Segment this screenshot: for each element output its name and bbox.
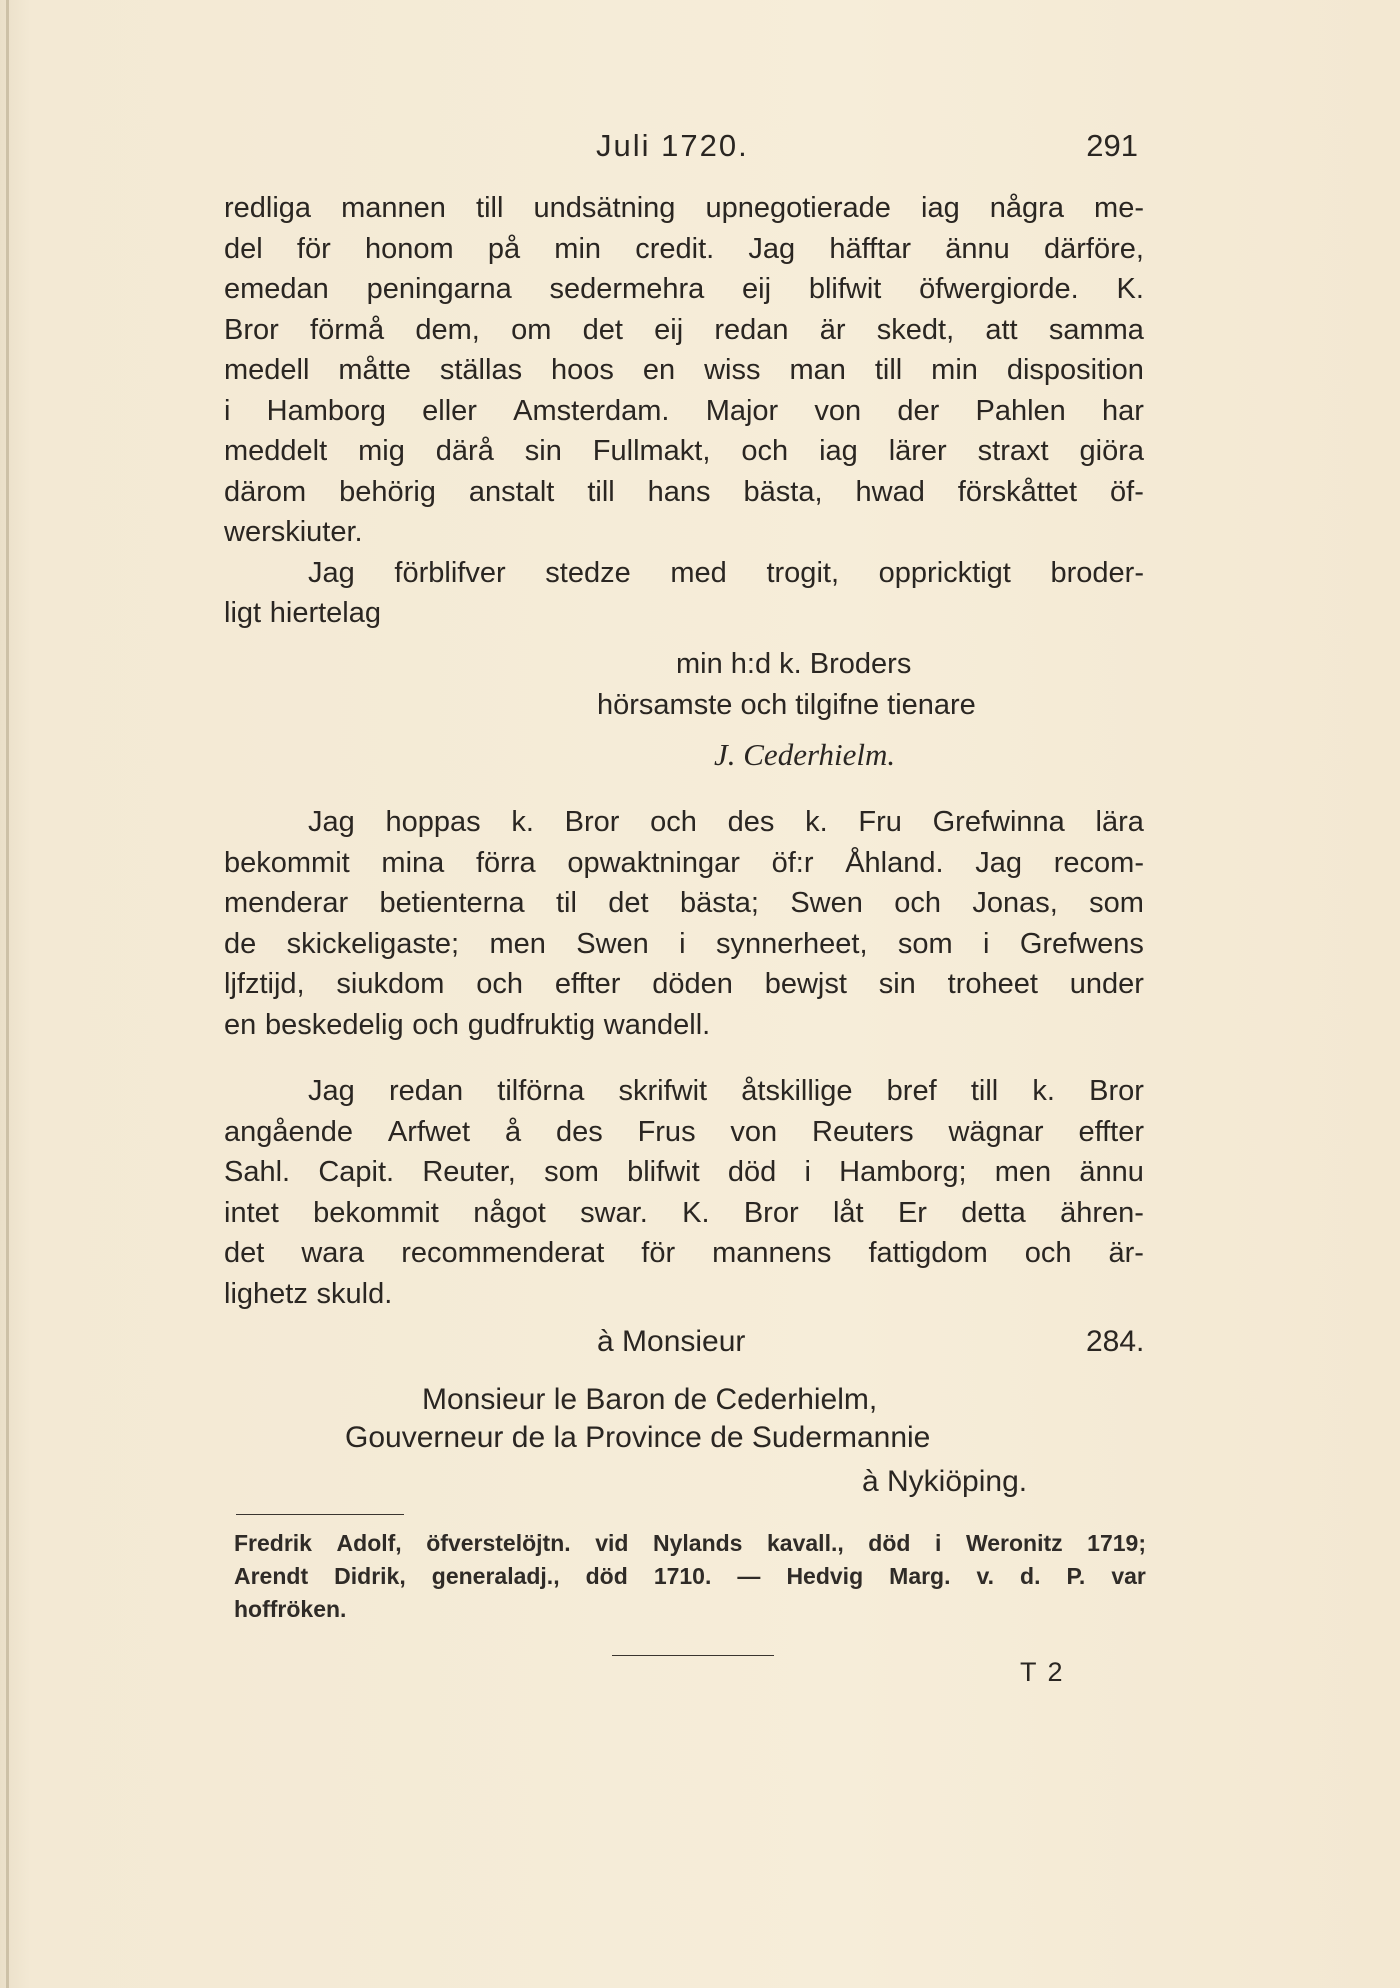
word: och [741,435,789,467]
word: K. [682,1196,710,1229]
word: döden [652,968,733,1000]
word: mannens [712,1237,832,1269]
word: angående [224,1115,354,1148]
word: wara [301,1237,365,1269]
word: sedermehra [549,273,705,305]
text-line [224,1193,1144,1234]
word: Bror [1089,1075,1144,1107]
text-line [224,1152,1144,1193]
word: der [897,394,940,427]
word: blifwit [808,273,882,305]
word: disposition [1006,354,1144,386]
word: wandell. [603,1008,711,1041]
word: låt [832,1196,864,1229]
word: lära [1095,806,1144,838]
word: ähren- [1060,1196,1144,1229]
word: werskiuter. [224,516,363,548]
word: Grefwinna [932,806,1065,838]
word: hoppas [385,806,481,838]
address-salutation: à Monsieur [597,1325,746,1358]
word: en [642,354,676,386]
word: synnerheet, [715,927,868,960]
text-line [224,512,1144,553]
footnote [234,1527,1146,1626]
word: öf- [1110,475,1144,508]
word: några [989,192,1064,224]
word: swar. [580,1196,648,1229]
word: undsätning [533,192,676,224]
word: till [970,1075,999,1107]
word: von [730,1115,778,1148]
word: eij [654,313,684,346]
word: men [489,927,546,960]
word: des [727,806,775,838]
word: i [935,1530,942,1556]
text-line [224,472,1144,513]
word: redan [714,313,789,346]
word: vid [595,1530,629,1556]
footnote-line [234,1527,1146,1560]
text-line [224,883,1144,924]
word: och [650,806,697,838]
word: blifwit [627,1156,700,1188]
word: det [224,1237,265,1269]
word: till [587,475,615,508]
word: iag [921,192,960,224]
word: straxt [977,435,1049,467]
word: k. [805,806,828,838]
word: hans [647,475,711,508]
word: skrifwit [618,1075,708,1107]
letter-body [224,188,1144,634]
word: del [224,232,263,265]
word: wiss [704,354,761,386]
running-title: Juli 1720. [596,128,749,163]
word: dem, [415,313,480,346]
text-line [224,924,1144,965]
word: å [504,1115,522,1148]
word: til [555,887,577,919]
footnote-line [234,1593,1146,1626]
text-line [224,1071,1144,1112]
word: med [670,556,727,589]
text-line [224,431,1144,472]
word: intet [224,1196,279,1229]
word: och [894,887,941,919]
word: Pahlen [975,394,1066,427]
word: peningarna [366,273,512,305]
word: till [476,192,504,224]
word: bekommit [313,1196,439,1229]
word: åtskillige [741,1075,853,1107]
word: opwaktningar [567,846,740,879]
word: hoffröken. [234,1596,347,1622]
word: Jag [308,806,355,838]
text-line [224,188,1144,229]
word: Didrik, [334,1563,406,1589]
word: Reuter, [422,1156,516,1188]
word: Fru [858,806,902,838]
word: ännu [945,232,1010,265]
word: Nylands [652,1530,743,1556]
word: ännu [1079,1156,1144,1188]
word: betienterna [379,887,525,919]
word: Grefwens [1019,927,1144,960]
word: kavall., [767,1530,844,1556]
word: Bror [743,1196,799,1229]
word: skickeligaste; [286,927,460,960]
word: meddelt [224,435,328,467]
word: k. [1032,1075,1055,1107]
word: Åhland. [845,846,944,879]
printer-signature-mark: T 2 [1020,1657,1065,1687]
word: på [487,232,521,265]
word: broder- [1050,556,1144,589]
word: ljfztijd, [224,968,305,1000]
word: skedt, [876,313,955,346]
text-line [224,391,1144,432]
word: därom [224,475,307,508]
word: siukdom [336,968,445,1000]
word: och [1024,1237,1072,1269]
word: Bror [224,313,279,346]
word: som [544,1156,599,1188]
word: d. [1020,1563,1041,1589]
word: mig [358,435,405,467]
word: redan [388,1075,464,1107]
word: oppricktigt [878,556,1011,589]
word: under [1069,968,1144,1000]
word: mina [381,846,445,879]
word: upnegotierade [705,192,891,224]
word: giöra [1079,435,1144,467]
word: bekommit [224,846,350,879]
signature-name: J. Cederhielm. [714,737,896,772]
word: behörig [339,475,436,508]
word: beskedelig [264,1008,404,1041]
word: effter [1078,1115,1144,1148]
word: tilförna [497,1075,585,1107]
word: — [737,1563,761,1589]
word: en [224,1008,257,1041]
address-title: Gouverneur de la Province de Sudermannie [345,1421,931,1454]
text-line [224,350,1144,391]
word: förra [476,846,536,879]
text-line [224,843,1144,884]
word: k. [511,806,534,838]
letter-number: 284. [1086,1325,1145,1358]
word: min [554,232,602,265]
paragraph-main [224,188,1144,553]
text-line [224,553,1144,594]
footnote-line [234,1560,1146,1593]
word: emedan [224,273,329,305]
word: fattigdom [868,1237,988,1269]
word: wägnar [948,1115,1044,1148]
word: Marg. [889,1563,951,1589]
word: effter [554,968,621,1000]
word: förskåttet [957,475,1078,508]
word: skuld. [316,1277,393,1310]
word: som [897,927,953,960]
word: stedze [545,556,631,589]
word: detta [961,1196,1026,1229]
word: Reuters [812,1115,914,1148]
word: är- [1108,1237,1144,1269]
word: som [1089,887,1144,919]
word: hoos [551,354,614,386]
word: bästa; [679,887,759,919]
word: därföre, [1044,232,1144,265]
word: det [608,887,649,919]
word: lärer [888,435,947,467]
word: Amsterdam. [513,394,670,427]
word: Er [897,1196,927,1229]
word: Major [705,394,779,427]
word: menderar [224,887,349,919]
word: bewjst [764,968,847,1000]
word: Bror [564,806,620,838]
word: Jag [975,846,1023,879]
word: v. [976,1563,995,1589]
word: K. [1116,273,1144,305]
word: P. [1066,1563,1086,1589]
word: troheet [947,968,1038,1000]
word: min [931,354,978,386]
word: Fullmakt, [592,435,711,467]
text-line [224,964,1144,1005]
word: Arfwet [387,1115,471,1148]
word: i [679,927,686,960]
word: me- [1094,192,1144,224]
word: död [727,1156,777,1188]
word: för [296,232,331,265]
word: något [473,1196,546,1229]
word: credit. [635,232,715,265]
word: recom- [1053,846,1144,879]
postscript-2 [224,1071,1144,1314]
text-line [224,1005,1144,1046]
word: förblifver [394,556,506,589]
text-line [224,269,1144,310]
word: redliga [224,192,312,224]
word: recommenderat [401,1237,605,1269]
word: Swen [790,887,863,919]
word: det [582,313,623,346]
end-rule [612,1655,774,1656]
word: och [412,1008,460,1041]
word: man [789,354,846,386]
word: bästa, [743,475,823,508]
closing-servant-line: hörsamste och tilgifne tienare [597,689,976,721]
word: till [874,354,903,386]
text-line [224,1112,1144,1153]
word: 1719; [1087,1530,1146,1556]
word: hiertelag [269,597,382,629]
word: för [641,1237,676,1269]
word: men [994,1156,1052,1188]
word: död [585,1563,628,1589]
word: iag [819,435,858,467]
word: därå [435,435,494,467]
word: och [476,968,523,1000]
word: i [804,1156,811,1188]
closing-salutation: min h:d k. Broders [676,648,912,680]
word: eij [742,273,772,305]
word: samma [1048,313,1144,346]
word: Capit. [318,1156,395,1188]
word: öf:r [771,846,814,879]
text-line [224,593,1144,634]
word: ställas [439,354,523,386]
text-line [224,1233,1144,1274]
word: Hamborg [266,394,386,427]
word: lighetz [224,1277,308,1310]
word: är [819,313,846,346]
paragraph-farewell [224,553,1144,634]
word: död [868,1530,911,1556]
word: häfftar [829,232,912,265]
page-binding-edge [6,0,9,1988]
word: Frus [637,1115,696,1148]
word: anstalt [468,475,555,508]
word: öfverstelöjtn. [426,1530,571,1556]
postscript-1 [224,802,1144,1045]
text-line [224,310,1144,351]
word: Adolf, [336,1530,402,1556]
address-city: à Nykiöping. [862,1465,1028,1498]
word: sin [878,968,916,1000]
word: Jag [308,556,355,589]
word: Jonas, [972,887,1058,919]
word: måtte [338,354,411,386]
address-recipient: Monsieur le Baron de Cederhielm, [422,1383,878,1416]
word: Hedvig [786,1563,864,1589]
word: mannen [341,192,446,224]
word: Arendt [234,1563,309,1589]
word: gudfruktig [467,1008,596,1041]
word: Swen [576,927,649,960]
text-line [224,1274,1144,1315]
word: trogit, [766,556,839,589]
word: om [511,313,552,346]
word: des [555,1115,603,1148]
word: Jag [748,232,796,265]
page-number: 291 [1086,128,1138,163]
word: ligt [224,597,262,629]
text-line [224,802,1144,843]
word: öfwergiorde. [919,273,1079,305]
word: förmå [310,313,385,346]
word: Jag [308,1075,355,1107]
word: Weronitz [965,1530,1063,1556]
word: bref [886,1075,937,1107]
word: 1710. [653,1563,712,1589]
word: honom [364,232,454,265]
word: sin [524,435,562,467]
word: Hamborg; [839,1156,967,1188]
word: Fredrik [234,1530,312,1556]
word: Sahl. [224,1156,291,1188]
text-line [224,229,1144,270]
footnote-rule [236,1514,404,1515]
word: i [983,927,990,960]
word: hwad [855,475,925,508]
word: von [814,394,862,427]
word: medell [224,354,310,386]
word: har [1102,394,1144,427]
word: de [224,927,257,960]
word: eller [422,394,477,427]
running-head [228,124,1140,170]
word: generaladj., [431,1563,560,1589]
word: var [1111,1563,1146,1589]
word: att [985,313,1018,346]
word: i [224,394,231,427]
